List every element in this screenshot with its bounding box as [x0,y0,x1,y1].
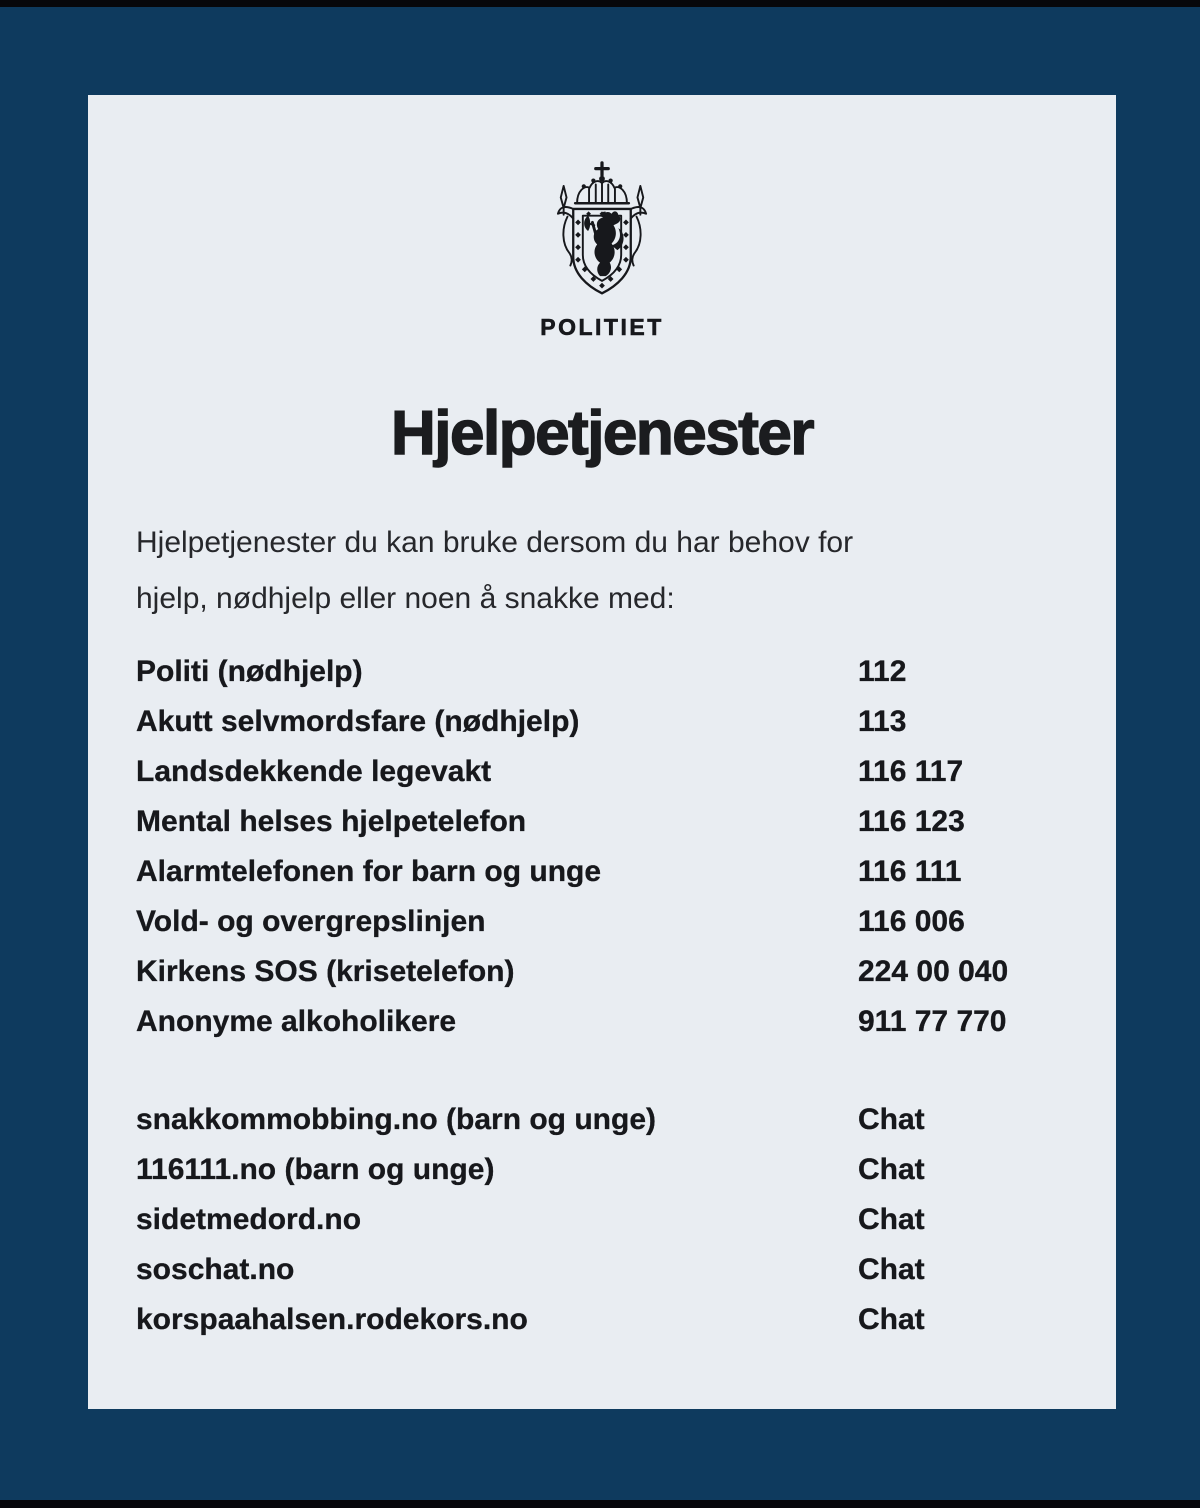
service-number: 224 00 040 [858,955,1009,988]
phone-service-row [136,997,1068,1047]
service-number: 911 77 770 [858,1005,1007,1038]
service-number: 116 123 [858,805,965,838]
service-name: Politi (nødhjelp) [136,655,363,688]
poster-card [88,95,1116,1409]
service-name: Alarmtelefonen for barn og unge [136,855,602,888]
chat-service-row [136,1145,1068,1195]
intro-line-2: hjelp, nødhjelp eller noen å snakke med: [136,582,675,615]
service-number: 116 111 [858,855,962,888]
service-action: Chat [858,1253,925,1286]
service-number: 116 006 [858,905,965,938]
service-number: 113 [858,705,907,738]
chat-service-row [136,1195,1068,1245]
service-name: Anonyme alkoholikere [136,1005,457,1038]
service-name: korspaahalsen.rodekors.no [136,1303,528,1336]
service-name: Kirkens SOS (krisetelefon) [136,955,515,988]
phone-service-row [136,647,1068,697]
service-name: Landsdekkende legevakt [136,755,492,788]
phone-service-row [136,797,1068,847]
service-name: snakkommobbing.no (barn og unge) [136,1103,656,1136]
service-name: soschat.no [136,1253,295,1286]
chat-service-row [136,1245,1068,1295]
chat-services-list [136,1095,1068,1345]
service-action: Chat [858,1103,925,1136]
page-title: Hjelpetjenester [390,399,813,468]
service-name: Mental helses hjelpetelefon [136,805,527,838]
service-name: sidetmedord.no [136,1203,362,1236]
service-name: 116111.no (barn og unge) [136,1153,495,1186]
letterbox-bottom [0,1500,1200,1508]
org-name: POLITIET [540,314,664,340]
chat-service-row [136,1095,1068,1145]
phone-service-row [136,847,1068,897]
intro-text [136,515,1068,627]
letterbox-top [0,0,1200,7]
police-crest-icon [136,161,1068,306]
service-action: Chat [858,1153,925,1186]
service-number: 116 117 [858,755,964,788]
phone-services-list [136,647,1068,1047]
chat-service-row [136,1295,1068,1345]
phone-service-row [136,897,1068,947]
phone-service-row [136,947,1068,997]
phone-service-row [136,697,1068,747]
service-action: Chat [858,1303,925,1336]
service-name: Akutt selvmordsfare (nødhjelp) [136,705,580,738]
service-number: 112 [858,655,907,688]
phone-service-row [136,747,1068,797]
service-action: Chat [858,1203,925,1236]
service-name: Vold- og overgrepslinjen [136,905,486,938]
intro-line-1: Hjelpetjenester du kan bruke dersom du har behov for [136,526,854,559]
